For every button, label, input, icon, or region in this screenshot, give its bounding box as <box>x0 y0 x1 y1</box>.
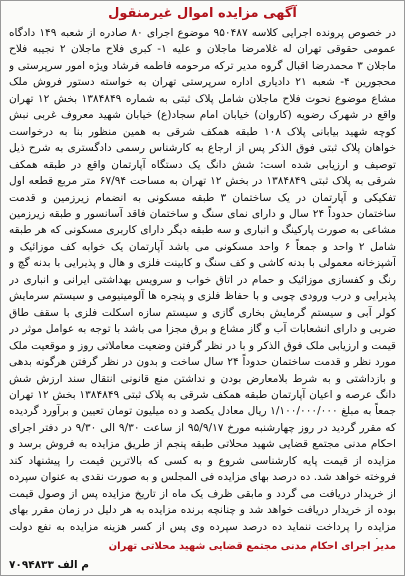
notice-footer <box>1 539 404 575</box>
ad-code: م الف ۷۰۹۴۸۳۳ <box>9 559 89 571</box>
notice-title: آگهی مزایده اموال غیرمنقول <box>108 6 297 21</box>
issuer-signature: مدیر اجرای احکام مدنی مجتمع قضایی شهید محلاتی تهران <box>108 541 396 552</box>
notice-body: در خصوص پرونده اجرایی کلاسه ۹۵۰۴۸۷ موضوع اجرای ۸۰ صادره از شعبه ۱۴۹ دادگاه عمومی حقوقی تهران له غلامرضا ماجلان و علیه ۱- کبری فلاح ماجلان ۲ نجیبه فلاح ماجلان ۳ محمدرضا اقبال گروه مدیر ترکه مرحومه فاطمه فرشاد ویژه امور سرپرستی و محجورین ۴- شعبه ۲۱ دادیاری اداره سرپرستی تهران به خواسته دستور فروش ملک مشاع موضوع نحوت فلاح ماجلان شامل پلاک ثبتی به شماره ۱۳۸۴۸۴۹ بخش ۱۲ تهران واقع در شهرک رضویه (کاروان) خیابان امام سجاد(ع) خیابان شهید معروف غربی نبش کوچه شهید بیابانی پلاک ۱۰۸ طبقه همکف شرقی به همین منظور بنا به درخواست خواهان پلاک ثبتی فوق الذکر پس از ارجاع به کارشناس رسمی دادگستری به شرح ذیل توصیف و ارزیابی شده است: شش دانگ یک دستگاه آپارتمان واقع در طبقه همکف شرقی به پلاک ثبتی ۱۳۸۴۸۴۹ در بخش ۱۲ تهران به مساحت ۶۷/۹۴ متر مربع قطعه اول تفکیکی و آپارتمان در یک ساختمان ۳ طبقه مسکونی به انضمام زیرزمین و قدمت ساختمان حدوداً ۲۴ سال و دارای نمای سنگ و ساختمان فاقد آسانسور و طبقه زیرزمین مشاعی به صورت پارکینگ و انباری و سه طبقه دیگر دارای کاربری مسکونی که هر طبقه شامل ۲ واحد و جمعاً ۶ واحد مسکونی می باشد آپارتمان یک خوابه کف موزائیک و آشپزخانه معمولی با بدنه کاشی و کف سنگ و کابینت فلزی و هال و پذیرایی با بدنه گچ و رنگ و کفسازی موزائیک و حمام در اتاق خواب و سرویس بهداشتی ایرانی و انباری در پذیرایی و درب ورودی چوبی و با حفاظ فلزی و پنجره ها آلومینیومی و سیستم سرمایش کولر آبی و سیستم گرمایش بخاری گازی و سیستم سازه اسکلت فلزی با سقف طاق ضربی و دارای انشعابات آب و گاز مشاع و برق مجزا می باشد با توجه به عوامل موثر در قیمت و ارزیابی ملک فوق الذکر و با در نظر گرفتن وضعیت معاملاتی روز و موقعیت ملک مورد نظر و قدمت ساختمان حدوداً ۲۴ سال ساخت و بدون در نظر گرفتن هرگونه بدهی و بازداشتی و به شرط بلامعارض بودن و نداشتن منع قانونی انتقال سند ارزش شش دانگ عرصه و اعیان آپارتمان طبقه همکف شرقی به پلاک ثبتی ۱۳۸۴۸۴۹ بخش ۱۲ تهران جمعاً به مبلغ ۱/۱۰۰/۰۰۰/۰۰۰ ریال معادل یکصد و ده میلیون تومان تعیین و برآورد گردیده که مقرر گردید در روز چهارشنبه مورخ ۹۵/۹/۱۷ از ساعت ۹/۳۰ الی ۹/۳۰ در دفتر اجرای احکام مدنی مجتمع قضایی شهید محلاتی طبقه پنجم از طریق مزایده به فروش برسد و مزایده از قیمت پایه کارشناسی شروع و به کسی که بالاترین قیمت را پیشنهاد کند فروخته خواهد شد. ده درصد بهای مزایده فی المجلس و به صورت نقدی به عنوان سپرده از خریدار دریافت می گردد و مابقی ظرف یک ماه از تاریخ مزایده پس از وصول قیمت بوده از خریدار دریافت خواهد شد و چنانچه برنده مزایده به هر دلیل در زمان مقرر بهای مزایده را پرداخت ننماید ده درصد سپرده وی پس از کسر هزینه مزایده به نفع دولت <box>9 27 396 533</box>
